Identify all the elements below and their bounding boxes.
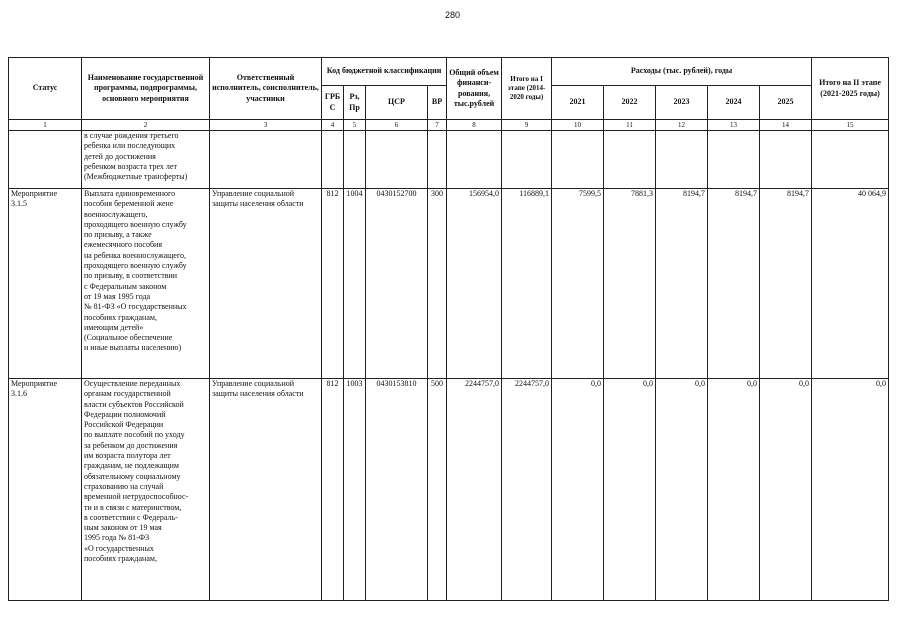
column-number: 3 [210,120,322,131]
table-row [9,189,889,379]
header-2024: 2024 [708,86,760,120]
row-2021: 0,0 [552,379,604,601]
row-csr [366,131,428,189]
column-number: 8 [447,120,502,131]
row-2023: 8194,7 [656,189,708,379]
column-number: 9 [502,120,552,131]
row-2023: 0,0 [656,379,708,601]
header-expenses: Расходы (тыс. рублей), годы [552,58,812,86]
header-stage2: Итого на II этапе (2021-2025 годы) [812,58,889,120]
row-2022: 7881,3 [604,189,656,379]
row-2022 [604,131,656,189]
table-row [9,131,889,189]
column-number: 6 [366,120,428,131]
row-2021 [552,131,604,189]
header-name: Наименование государственной программы, подпрограммы, основного мероприятия [82,58,210,120]
row-rzpr [344,131,366,189]
row-total [447,131,502,189]
row-2025 [760,131,812,189]
header-rzpr: Рз, Пр [344,86,366,120]
header-2025: 2025 [760,86,812,120]
header-grbs: ГРБ С [322,86,344,120]
row-csr: 0430152700 [366,189,428,379]
row-stage2: 40 064,9 [812,189,889,379]
column-number: 12 [656,120,708,131]
row-responsible [210,131,322,189]
column-number: 10 [552,120,604,131]
budget-table [8,57,889,601]
row-grbs: 812 [322,189,344,379]
header-total: Общий объем финанси-рования, тыс.рублей [447,58,502,120]
row-2025: 8194,7 [760,189,812,379]
column-number: 15 [812,120,889,131]
header-csr: ЦСР [366,86,428,120]
column-number: 14 [760,120,812,131]
row-name: Осуществление переданных органам государственной власти субъектов Российской Федерации полномочий Российской Федерации по выплате пособий по уходу за ребенком до достижения им возраста полутора лет гражданам, не подлежащим обязательному социальному страхованию на случай временной нетрудоспособнос- ти и в связи с материнством, в соответствии с Федераль- ным законом от 19 мая 1995 года № 81-ФЗ «О государственных пособиях гражданам, [82,379,210,601]
row-2025: 0,0 [760,379,812,601]
row-vr [428,131,447,189]
column-number: 4 [322,120,344,131]
header-stage1: Итого на I этапе (2014-2020 годы) [502,58,552,120]
header-2023: 2023 [656,86,708,120]
row-2024: 0,0 [708,379,760,601]
row-2021: 7599,5 [552,189,604,379]
row-name: в случае рождения третьего ребенка или последующих детей до достижения ребенком возраста трех лет (Межбюджетные трансферты) [82,131,210,189]
page-number: 280 [444,10,461,20]
header-2021: 2021 [552,86,604,120]
row-grbs: 812 [322,379,344,601]
header-vr: ВР [428,86,447,120]
row-2024 [708,131,760,189]
row-responsible: Управление социальной защиты населения области [210,379,322,601]
table-row [9,379,889,601]
row-stage1: 116889,1 [502,189,552,379]
row-name: Выплата единовременного пособия беременной жене военнослужащего, проходящего военную службу по призыву, а также ежемесячного пособия на ребенка военнослужащего, проходящего военную службу по призыву, в соответствии с Федеральным законом от 19 мая 1995 года № 81-ФЗ «О государственных пособиях гражданам, имеющим детей» (Социальное обеспечение и иные выплаты населению) [82,189,210,379]
header-status: Статус [9,58,82,120]
column-number: 7 [428,120,447,131]
row-2022: 0,0 [604,379,656,601]
row-2024: 8194,7 [708,189,760,379]
column-number: 5 [344,120,366,131]
row-stage2: 0,0 [812,379,889,601]
row-total: 2244757,0 [447,379,502,601]
header-2022: 2022 [604,86,656,120]
row-status [9,131,82,189]
column-number: 11 [604,120,656,131]
row-vr: 300 [428,189,447,379]
column-number-row [9,120,889,131]
row-vr: 500 [428,379,447,601]
row-responsible: Управление социальной защиты населения области [210,189,322,379]
row-stage1 [502,131,552,189]
row-rzpr: 1004 [344,189,366,379]
column-number: 13 [708,120,760,131]
header-budget-code: Код бюджетной классификации [322,58,447,86]
row-stage2 [812,131,889,189]
column-number: 1 [9,120,82,131]
row-total: 156954,0 [447,189,502,379]
header-responsible: Ответственный исполнитель, соисполнитель, участники [210,58,322,120]
row-grbs [322,131,344,189]
row-2023 [656,131,708,189]
row-status: Мероприятие 3.1.5 [9,189,82,379]
row-stage1: 2244757,0 [502,379,552,601]
row-rzpr: 1003 [344,379,366,601]
row-csr: 0430153810 [366,379,428,601]
row-status: Мероприятие 3.1.6 [9,379,82,601]
column-number: 2 [82,120,210,131]
